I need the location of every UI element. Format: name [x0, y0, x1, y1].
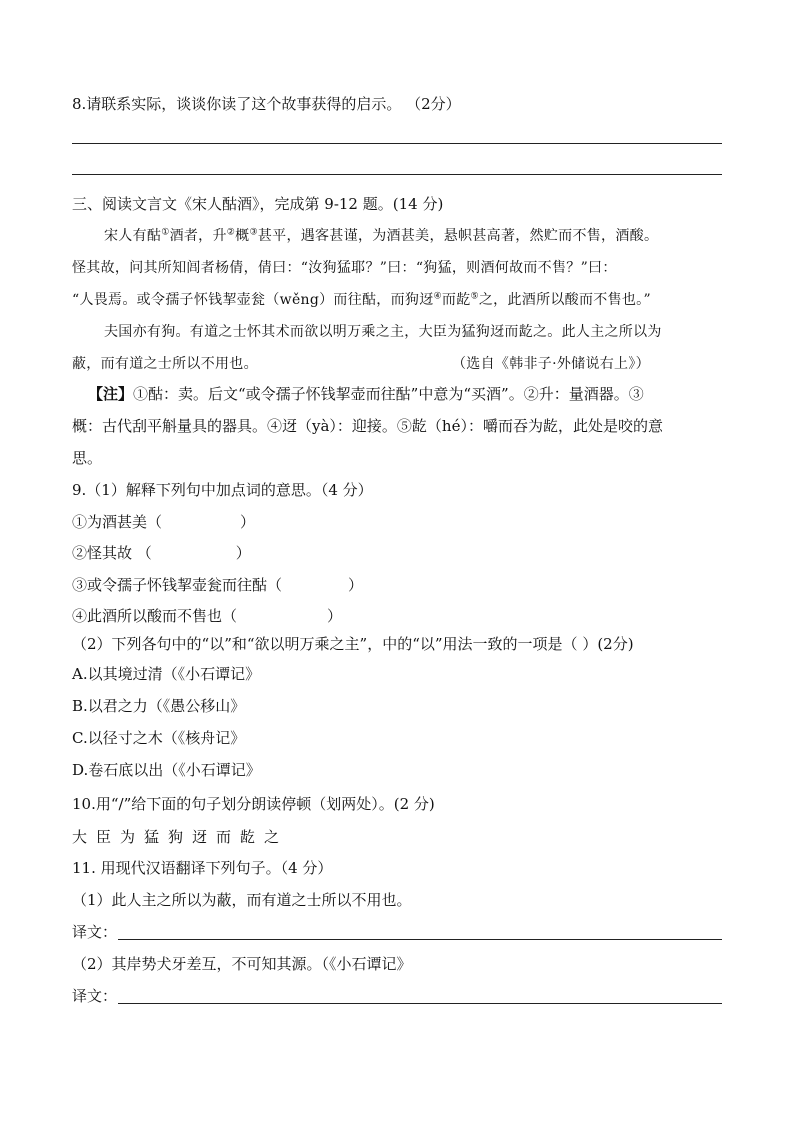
passage-text: 之，此酒所以酸而不售也。” [478, 292, 651, 308]
note-label: 【注】 [88, 385, 134, 403]
answer-line [72, 143, 722, 144]
passage-line [72, 290, 651, 310]
footnote-marker: ⑤ [470, 291, 479, 302]
option-a[interactable]: A.以其境过清（《小石谭记》 [72, 665, 261, 683]
question-11-sentence-2: （2）其岸势犬牙差互，不可知其源。（《小石谭记》 [72, 955, 412, 973]
passage-line: 怪其故，问其所知闾者杨倩，倩曰：“汝狗猛耶？”曰：“狗猛，则酒何故而不售？”曰： [72, 260, 617, 276]
passage-text: 而龁 [441, 292, 471, 308]
question-10-title: 10.用“/”给下面的句子划分朗读停顿（划两处）。(2 分) [72, 795, 435, 813]
passage-text: 酒者，升 [169, 228, 227, 244]
passage-text: 概 [235, 228, 250, 244]
question-11-title: 11. 用现代汉语翻译下列句子。（4 分） [72, 859, 333, 877]
q9-item [72, 512, 255, 532]
q9-item-close: ） [235, 544, 251, 562]
q9-item-close: ） [240, 513, 256, 531]
q9-item-text: ③或令孺子怀钱挈壶瓮而往酤（ [72, 576, 283, 594]
q9-item-text: ②怪其故 （ [72, 544, 152, 562]
answer-line [72, 174, 722, 175]
q9-item [72, 543, 251, 563]
option-b[interactable]: B.以君之力（《愚公移山》 [72, 697, 246, 715]
footnote-marker: ① [161, 227, 170, 238]
translation-label: 译文： [72, 987, 118, 1005]
passage-line: 夫国亦有狗。有道之士怀其术而欲以明万乘之主，大臣为猛狗迓而龁之。此人主之所以为 [104, 324, 662, 340]
passage-text: 宋人有酤 [104, 228, 162, 244]
question-11-sentence-1: （1）此人主之所以为蔽，而有道之士所以不用也。 [72, 891, 412, 909]
notes-line: 概：古代刮平斛量具的器具。④迓（yà）：迎接。⑤龁（hé）：嚼而吞为龁，此处是咬的意 [72, 417, 663, 435]
passage-source: （选自《韩非子·外储说右上》） [452, 356, 650, 372]
question-10-sentence: 大臣为猛狗迓而龁之 [72, 828, 289, 846]
footnote-marker: ③ [249, 227, 258, 238]
question-9-part2: （2）下列各句中的“以”和“欲以明万乘之主”，中的“以”用法一致的一项是（ ）(2分) [72, 635, 634, 653]
notes-line [88, 384, 644, 404]
section-heading: 三、阅读文言文《宋人酤酒》，完成第 9-12 题。(14 分) [72, 195, 444, 213]
q9-item-close: ） [348, 576, 364, 594]
q9-item-text: ①为酒甚美（ [72, 513, 163, 531]
option-d[interactable]: D.卷石底以出（《小石谭记》 [72, 761, 261, 779]
translation-label: 译文： [72, 923, 118, 941]
q9-item [72, 575, 363, 595]
option-c[interactable]: C.以径寸之木（《核舟记》 [72, 729, 246, 747]
translation-answer-line[interactable] [118, 939, 722, 940]
q9-item [72, 606, 342, 626]
question-9-title: 9.（1）解释下列句中加点词的意思。（4 分） [72, 481, 373, 499]
passage-line [104, 226, 658, 246]
notes-line: 思。 [72, 449, 103, 467]
passage-text: 甚平，遇客甚谨，为酒甚美，悬帜甚高著，然贮而不售，酒酸。 [257, 228, 659, 244]
footnote-marker: ④ [433, 291, 442, 302]
q9-item-close: ） [327, 607, 343, 625]
passage-text: “人畏焉。或令孺子怀钱挈壶瓮（wěng）而往酤，而狗迓 [72, 292, 434, 308]
question-8: 8.请联系实际，谈谈你读了这个故事获得的启示。 （2分） [72, 95, 461, 113]
passage-line: 蔽，而有道之士所以不用也。 [72, 356, 258, 372]
translation-answer-line[interactable] [118, 1003, 722, 1004]
note-text: ①酤：卖。后文“或令孺子怀钱挈壶而往酤”中意为“买酒”。②升：量酒器。③ [133, 385, 644, 403]
footnote-marker: ② [226, 227, 236, 238]
q9-item-text: ④此酒所以酸而不售也（ [72, 607, 238, 625]
